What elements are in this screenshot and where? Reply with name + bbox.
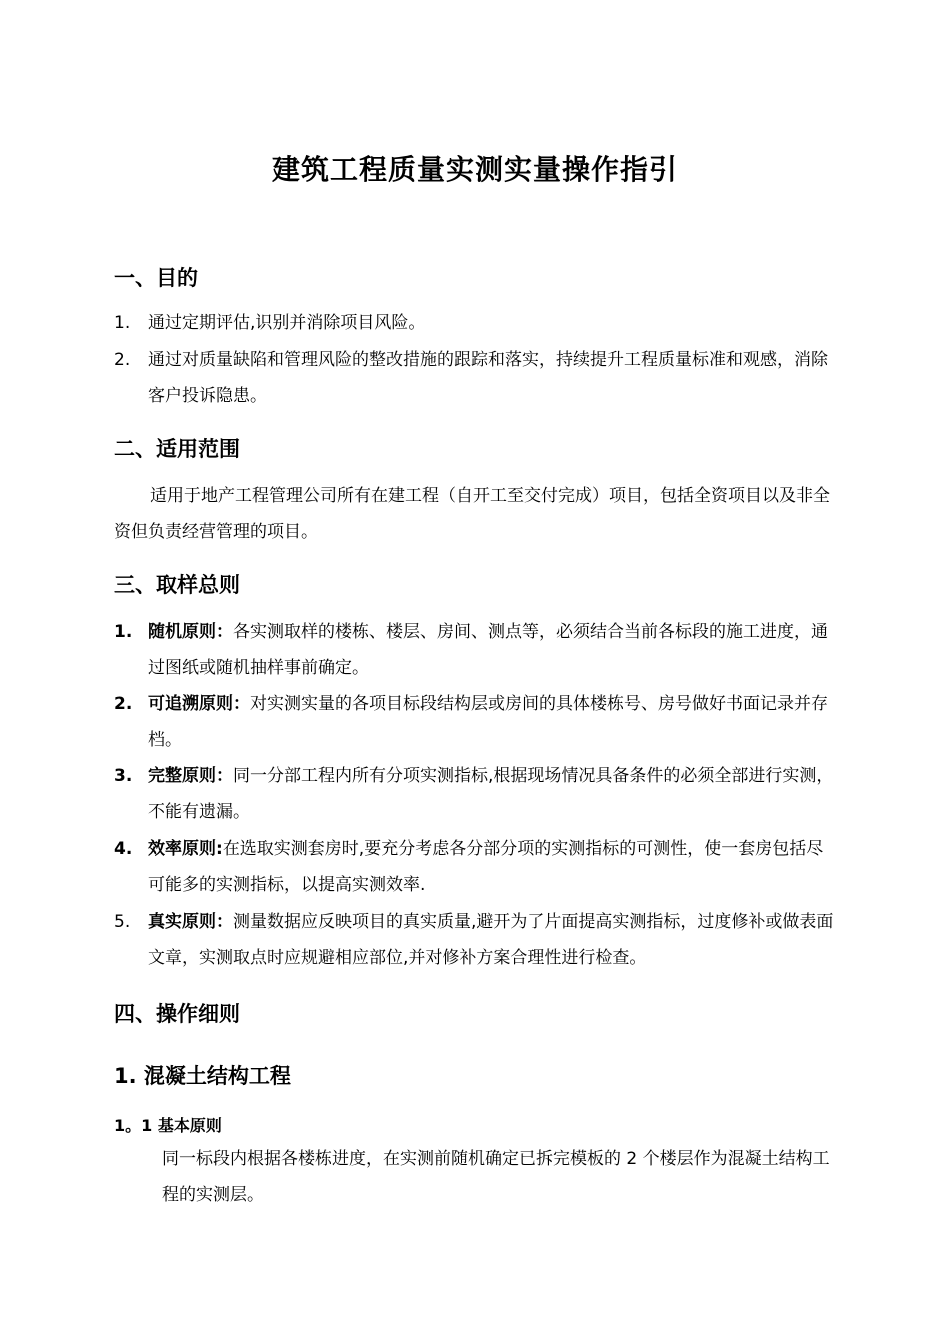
list-item-number: 5. xyxy=(114,912,131,932)
list-item-text: 通过定期评估,识别并消除项目风险。 xyxy=(148,313,426,333)
subsection-heading-concrete: 1. 混凝土结构工程 xyxy=(114,1064,291,1088)
list-item-text: 在选取实测套房时,要充分考虑各分部分项的实测指标的可测性，使一套房包括尽可能多的实测指标，以提高实测效率. xyxy=(148,839,824,895)
list-item-number: 4. xyxy=(114,839,133,859)
list-item-text: 各实测取样的楼栋、楼层、房间、测点等，必须结合当前各标段的施工进度，通过图纸或随机抽样事前确定。 xyxy=(148,622,828,678)
list-item-number: 3. xyxy=(114,766,133,786)
list-item-label: 可追溯原则： xyxy=(148,694,250,714)
list-item-label: 效率原则: xyxy=(148,839,223,859)
list-item-label: 真实原则： xyxy=(148,912,233,932)
list-item xyxy=(114,305,838,341)
list-item xyxy=(114,758,838,830)
list-item-text: 对实测实量的各项目标段结构层或房间的具体楼栋号、房号做好书面记录并存档。 xyxy=(148,694,828,750)
list-item xyxy=(114,831,838,903)
list-item-text: 测量数据应反映项目的真实质量,避开为了片面提高实测指标，过度修补或做表面文章，实测取点时应规避相应部位,并对修补方案合理性进行检查。 xyxy=(148,912,834,968)
section-heading-purpose: 一、目的 xyxy=(114,266,198,290)
list-item-number: 2. xyxy=(114,350,131,370)
section-heading-operations: 四、操作细则 xyxy=(114,1002,240,1026)
document-title: 建筑工程质量实测实量操作指引 xyxy=(271,153,678,186)
section-heading-scope: 二、适用范围 xyxy=(114,437,240,461)
section-heading-sampling: 三、取样总则 xyxy=(114,573,240,597)
list-item xyxy=(114,904,838,976)
list-item xyxy=(114,614,838,686)
list-item-label: 随机原则： xyxy=(148,622,233,642)
list-item-number: 2. xyxy=(114,694,133,714)
scope-paragraph: 适用于地产工程管理公司所有在建工程（自开工至交付完成）项目，包括全资项目以及非全资但负责经营管理的项目。 xyxy=(114,486,830,542)
subsection-heading-basic-principle: 1。1 基本原则 xyxy=(114,1116,222,1135)
list-item-label: 完整原则： xyxy=(148,766,233,786)
list-item-number: 1. xyxy=(114,313,131,333)
list-item-text: 同一分部工程内所有分项实测指标,根据现场情况具备条件的必须全部进行实测，不能有遗漏。 xyxy=(148,766,834,822)
list-item-number: 1. xyxy=(114,622,133,642)
list-item-text: 通过对质量缺陷和管理风险的整改措施的跟踪和落实，持续提升工程质量标准和观感，消除客户投诉隐患。 xyxy=(148,350,828,406)
list-item xyxy=(114,342,838,414)
basic-principle-paragraph: 同一标段内根据各楼栋进度，在实测前随机确定已拆完模板的 2 个楼层作为混凝土结构工程的实测层。 xyxy=(162,1149,830,1205)
list-item xyxy=(114,686,838,758)
